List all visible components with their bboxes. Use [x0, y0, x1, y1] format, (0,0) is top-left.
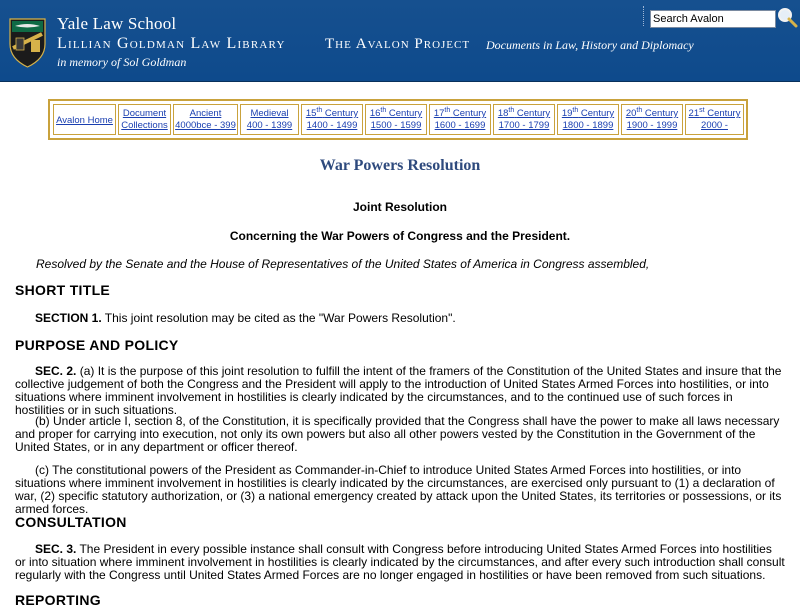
period-navigation — [48, 99, 748, 140]
nav-sublabel: 2000 - — [701, 120, 728, 131]
nav-label: Century — [707, 108, 741, 119]
section-label: SEC. 3. — [35, 542, 77, 556]
avalon-project-subtitle: Documents in Law, History and Diplomacy — [486, 38, 694, 52]
nav-17th-century[interactable] — [429, 104, 491, 135]
nav-medieval[interactable] — [240, 104, 299, 135]
memory-line: in memory of Sol Goldman — [57, 55, 187, 69]
resolving-clause: Resolved by the Senate and the House of Representatives of the United States of America in Congress assembled, — [36, 257, 650, 271]
section-2b-paragraph: (b) Under article I, section 8, of the Constitution, it is specifically provided that the Congress shall have the power to make all laws necessary and proper for carrying into execution, not only its own powers but also all other powers vested by the Constitution in the Government of the United States, or in any department or officer thereof. — [15, 414, 780, 454]
nav-19th-century[interactable] — [557, 104, 619, 135]
document-concerning: Concerning the War Powers of Congress and the President. — [229, 229, 571, 243]
nav-label: Century — [388, 108, 423, 119]
search-icon[interactable] — [776, 6, 798, 28]
nav-ordinal: th — [508, 106, 515, 114]
nav-century-number: 21 — [688, 108, 700, 119]
nav-document-collections[interactable] — [118, 104, 171, 135]
nav-sublabel: 1700 - 1799 — [498, 120, 550, 131]
section-label: SEC. 2. — [35, 364, 77, 378]
nav-sublabel: 400 - 1399 — [246, 120, 293, 131]
avalon-project-title[interactable]: The Avalon Project — [325, 36, 471, 52]
nav-century-number: 20 — [625, 108, 637, 119]
nav-18th-century[interactable] — [493, 104, 555, 135]
section-label: SECTION 1. — [35, 311, 102, 325]
nav-label: Century — [644, 108, 679, 119]
nav-century-number: 18 — [497, 108, 509, 119]
heading-consultation: CONSULTATION — [15, 514, 127, 530]
nav-sublabel: 1400 - 1499 — [306, 120, 358, 131]
search-input[interactable] — [650, 10, 776, 28]
nav-ordinal: th — [380, 106, 387, 114]
nav-label: Document — [122, 108, 167, 119]
document-subtitle: Joint Resolution — [353, 200, 447, 214]
nav-label: Century — [452, 108, 487, 119]
nav-label: Ancient — [189, 108, 222, 119]
nav-sublabel: 4000bce - 399 — [175, 120, 236, 131]
nav-label: Avalon Home — [56, 115, 113, 126]
nav-ordinal: th — [316, 106, 323, 114]
nav-ancient[interactable] — [173, 104, 238, 135]
heading-purpose-policy: PURPOSE AND POLICY — [15, 337, 179, 353]
nav-ordinal: th — [572, 106, 579, 114]
section-1-paragraph — [15, 312, 785, 325]
nav-century-number: 17 — [433, 108, 445, 119]
nav-century-number: 19 — [561, 108, 573, 119]
yale-shield-icon[interactable] — [9, 18, 46, 68]
nav-ordinal: st — [699, 106, 705, 114]
nav-ordinal: th — [636, 106, 643, 114]
nav-label: Century — [516, 108, 551, 119]
nav-label: Century — [324, 108, 359, 119]
nav-sublabel: 1500 - 1599 — [370, 120, 422, 131]
nav-ordinal: th — [444, 106, 451, 114]
library-name[interactable]: Lillian Goldman Law Library — [57, 35, 286, 52]
heading-reporting: REPORTING — [15, 592, 101, 608]
nav-21st-century[interactable] — [685, 104, 744, 135]
nav-sublabel: 1600 - 1699 — [434, 120, 486, 131]
nav-century-number: 16 — [369, 108, 381, 119]
nav-century-number: 15 — [305, 108, 317, 119]
site-header — [0, 0, 800, 82]
nav-label: Century — [580, 108, 615, 119]
section-2a-paragraph — [15, 365, 785, 417]
section-3-paragraph — [15, 543, 785, 582]
nav-label: Medieval — [250, 108, 289, 119]
nav-sublabel: 1800 - 1899 — [562, 120, 614, 131]
nav-avalon-home[interactable] — [53, 104, 116, 135]
nav-16th-century[interactable] — [365, 104, 427, 135]
nav-sublabel: Collections — [121, 120, 168, 131]
nav-sublabel: 1900 - 1999 — [626, 120, 678, 131]
section-2c-paragraph: (c) The constitutional powers of the President as Commander-in-Chief to introduce United States Armed Forces into hostilities, or into situations where imminent involvement in hostilities is clearly indicated by the circumstances, are exercised only pursuant to (1) a declaration of war, (2) specific statutory authorization, or (3) a national emergency created by attack upon the United States, its territories or possessions, or its armed forces. — [15, 463, 782, 516]
section-text: (a) It is the purpose of this joint resolution to fulfill the intent of the framers of the Constitution of the United States and insure that the collective judgement of both the Congress and the President will apply to the introduction of United States Armed Forces into hostilities, or into situations where imminent involvement in hostilities is clearly indicated by the circumstances, and to the continued use of such forces in hostilities or in such situations. — [15, 364, 782, 417]
page-title: War Powers Resolution — [319, 157, 481, 174]
nav-15th-century[interactable] — [301, 104, 363, 135]
header-divider — [643, 6, 644, 26]
nav-20th-century[interactable] — [621, 104, 683, 135]
section-text: The President in every possible instance shall consult with Congress before introducing United States Armed Forces into hostilities or into situation where imminent involvement in hostilities is clearly indicated by the circumstances, and after every such introduction shall consult regularly with the Congress until United States Armed Forces are no longer engaged in hostilities or have been removed from such situations. — [15, 542, 785, 582]
school-name[interactable]: Yale Law School — [57, 14, 177, 33]
heading-short-title: SHORT TITLE — [15, 282, 111, 298]
section-text: This joint resolution may be cited as the "War Powers Resolution". — [101, 311, 456, 325]
